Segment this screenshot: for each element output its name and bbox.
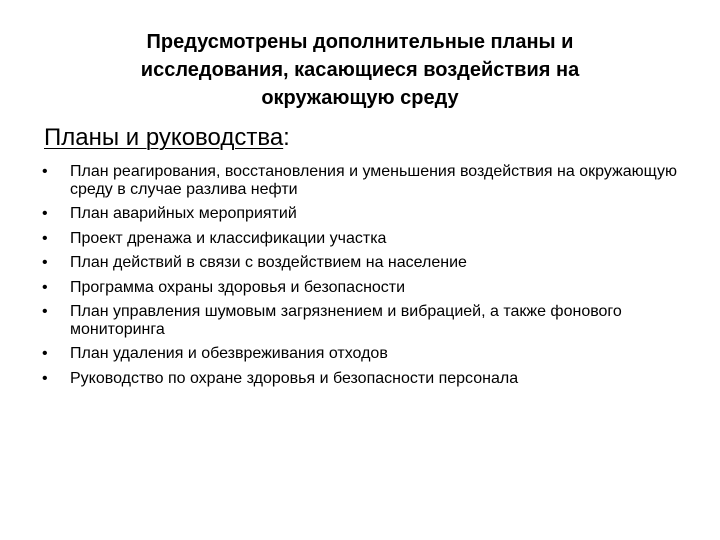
bullet-icon: •: [42, 254, 48, 271]
section-heading: [44, 123, 290, 153]
list-item-text: Проект дренажа и классификации участка: [70, 229, 387, 247]
plans-list: [40, 163, 700, 394]
bullet-icon: •: [42, 229, 48, 247]
bullet-icon: •: [42, 345, 48, 362]
list-item: [40, 163, 700, 198]
list-item-text: План реагирования, восстановления и уменьшения воздействия на окружающую среду в случае разлива нефти: [70, 163, 677, 198]
list-item: [40, 370, 700, 388]
title-line-3: окружающую среду: [261, 87, 459, 109]
list-item-text: План действий в связи с воздействием на население: [70, 254, 467, 271]
slide-title: [60, 28, 660, 112]
section-heading-colon: :: [283, 124, 290, 151]
title-line-2: исследования, касающиеся воздействия на: [140, 59, 580, 81]
list-item-text: Программа охраны здоровья и безопасности: [70, 278, 406, 296]
list-item: [40, 205, 700, 223]
section-heading-text: Планы и руководства: [44, 124, 284, 151]
list-item-text: План аварийных мероприятий: [70, 205, 297, 222]
bullet-icon: •: [42, 303, 48, 320]
list-item: [40, 279, 700, 297]
list-item: [40, 254, 700, 272]
list-item: [40, 230, 700, 248]
list-item: [40, 303, 700, 338]
bullet-icon: •: [42, 205, 48, 222]
bullet-icon: •: [42, 278, 48, 296]
list-item-text: Руководство по охране здоровья и безопасности персонала: [70, 369, 519, 387]
list-item: [40, 345, 700, 363]
list-item-text: План управления шумовым загрязнением и вибрацией, а также фонового мониторинга: [70, 303, 622, 338]
bullet-icon: •: [42, 369, 48, 387]
title-line-1: Предусмотрены дополнительные планы и: [146, 31, 574, 53]
bullet-icon: •: [42, 163, 48, 180]
list-item-text: План удаления и обезвреживания отходов: [70, 345, 388, 362]
